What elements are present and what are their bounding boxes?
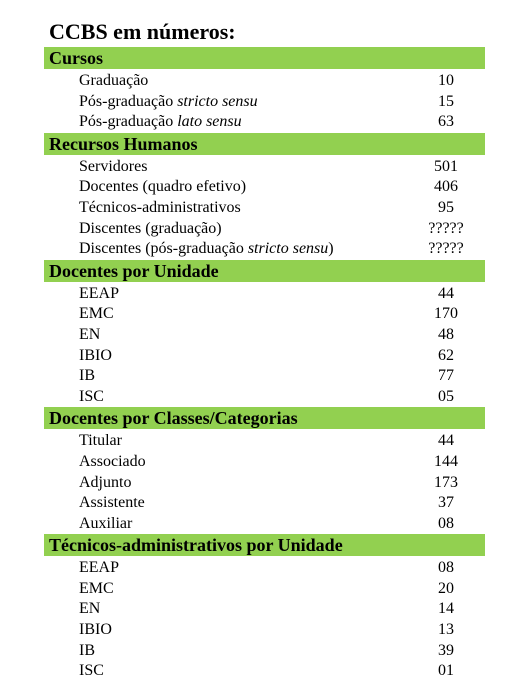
row-label: ISC	[79, 387, 104, 405]
table-row	[44, 92, 485, 113]
row-label: Discentes (graduação)	[79, 219, 222, 237]
table-row	[44, 219, 485, 240]
row-value: 14	[438, 600, 454, 618]
section-header: Cursos	[44, 47, 485, 69]
row-label: EMC	[79, 579, 114, 597]
row-label: Pós-graduação lato sensu	[79, 113, 242, 131]
row-label: IB	[79, 641, 95, 659]
row-label: EEAP	[79, 559, 119, 577]
table-row	[44, 620, 485, 641]
table-row	[44, 346, 485, 367]
row-label: IBIO	[79, 346, 112, 364]
section-cursos	[44, 47, 485, 133]
row-value: 62	[438, 346, 454, 364]
row-value: ?????	[428, 240, 464, 258]
row-value: 15	[438, 92, 454, 110]
section-docentes-por-unidade	[44, 260, 485, 408]
row-label: Servidores	[79, 157, 148, 175]
row-label: Adjunto	[79, 473, 132, 491]
table-row	[44, 452, 485, 473]
section-docentes-por-classes	[44, 407, 485, 534]
table-row	[44, 304, 485, 325]
table-row	[44, 112, 485, 133]
row-value: 144	[434, 452, 458, 470]
row-label: EMC	[79, 305, 114, 323]
row-value: 05	[438, 387, 454, 405]
table-row	[44, 641, 485, 662]
row-label: Associado	[79, 452, 146, 470]
section-header: Docentes por Unidade	[44, 260, 485, 282]
table-row	[44, 558, 485, 579]
table-row	[44, 661, 485, 682]
table-row	[44, 473, 485, 494]
row-value: 08	[438, 559, 454, 577]
table-row	[44, 366, 485, 387]
table-row	[44, 579, 485, 600]
row-label: Titular	[79, 432, 122, 450]
row-value: 20	[438, 579, 454, 597]
section-tecnicos-por-unidade	[44, 534, 485, 682]
row-value: 173	[434, 473, 458, 491]
table-row	[44, 514, 485, 535]
row-label: IB	[79, 367, 95, 385]
row-label: EN	[79, 325, 101, 343]
table-row	[44, 71, 485, 92]
row-label: EEAP	[79, 284, 119, 302]
row-label: Auxiliar	[79, 514, 133, 532]
table-row	[44, 325, 485, 346]
row-label: Pós-graduação stricto sensu	[79, 92, 258, 110]
row-label: Graduação	[79, 72, 149, 89]
row-value: 08	[438, 514, 454, 532]
row-value: 44	[438, 432, 454, 450]
table-row	[44, 239, 485, 260]
row-value: 48	[438, 325, 454, 343]
table-row	[44, 284, 485, 305]
row-label: EN	[79, 600, 101, 618]
row-value: 10	[438, 72, 454, 89]
table-row	[44, 387, 485, 408]
row-value: 170	[434, 305, 458, 323]
table-row	[44, 198, 485, 219]
row-value: 13	[438, 621, 454, 639]
row-label: IBIO	[79, 621, 112, 639]
row-label: Técnicos-administrativos	[79, 198, 241, 216]
row-label: Docentes (quadro efetivo)	[79, 178, 247, 196]
row-value: 406	[434, 178, 458, 196]
section-header: Recursos Humanos	[44, 133, 485, 155]
row-value: 39	[438, 641, 454, 659]
document-title: CCBS em números:	[49, 19, 236, 44]
row-label: ISC	[79, 662, 104, 680]
row-label: Assistente	[79, 494, 145, 512]
row-value: 77	[438, 367, 454, 385]
section-header: Técnicos-administrativos por Unidade	[44, 534, 485, 556]
row-value: 44	[438, 284, 454, 302]
table-row	[44, 493, 485, 514]
table-row	[44, 157, 485, 178]
row-value: 501	[434, 157, 458, 175]
stats-table	[44, 47, 485, 682]
section-header: Docentes por Classes/Categorias	[44, 407, 485, 429]
section-recursos-humanos	[44, 133, 485, 260]
table-row	[44, 177, 485, 198]
row-value: ?????	[428, 219, 464, 237]
table-row	[44, 599, 485, 620]
row-label: Discentes (pós-graduação stricto sensu)	[79, 240, 334, 258]
table-row	[44, 431, 485, 452]
row-value: 63	[438, 113, 454, 131]
row-value: 37	[438, 494, 454, 512]
row-value: 95	[438, 198, 454, 216]
row-value: 01	[438, 662, 454, 680]
